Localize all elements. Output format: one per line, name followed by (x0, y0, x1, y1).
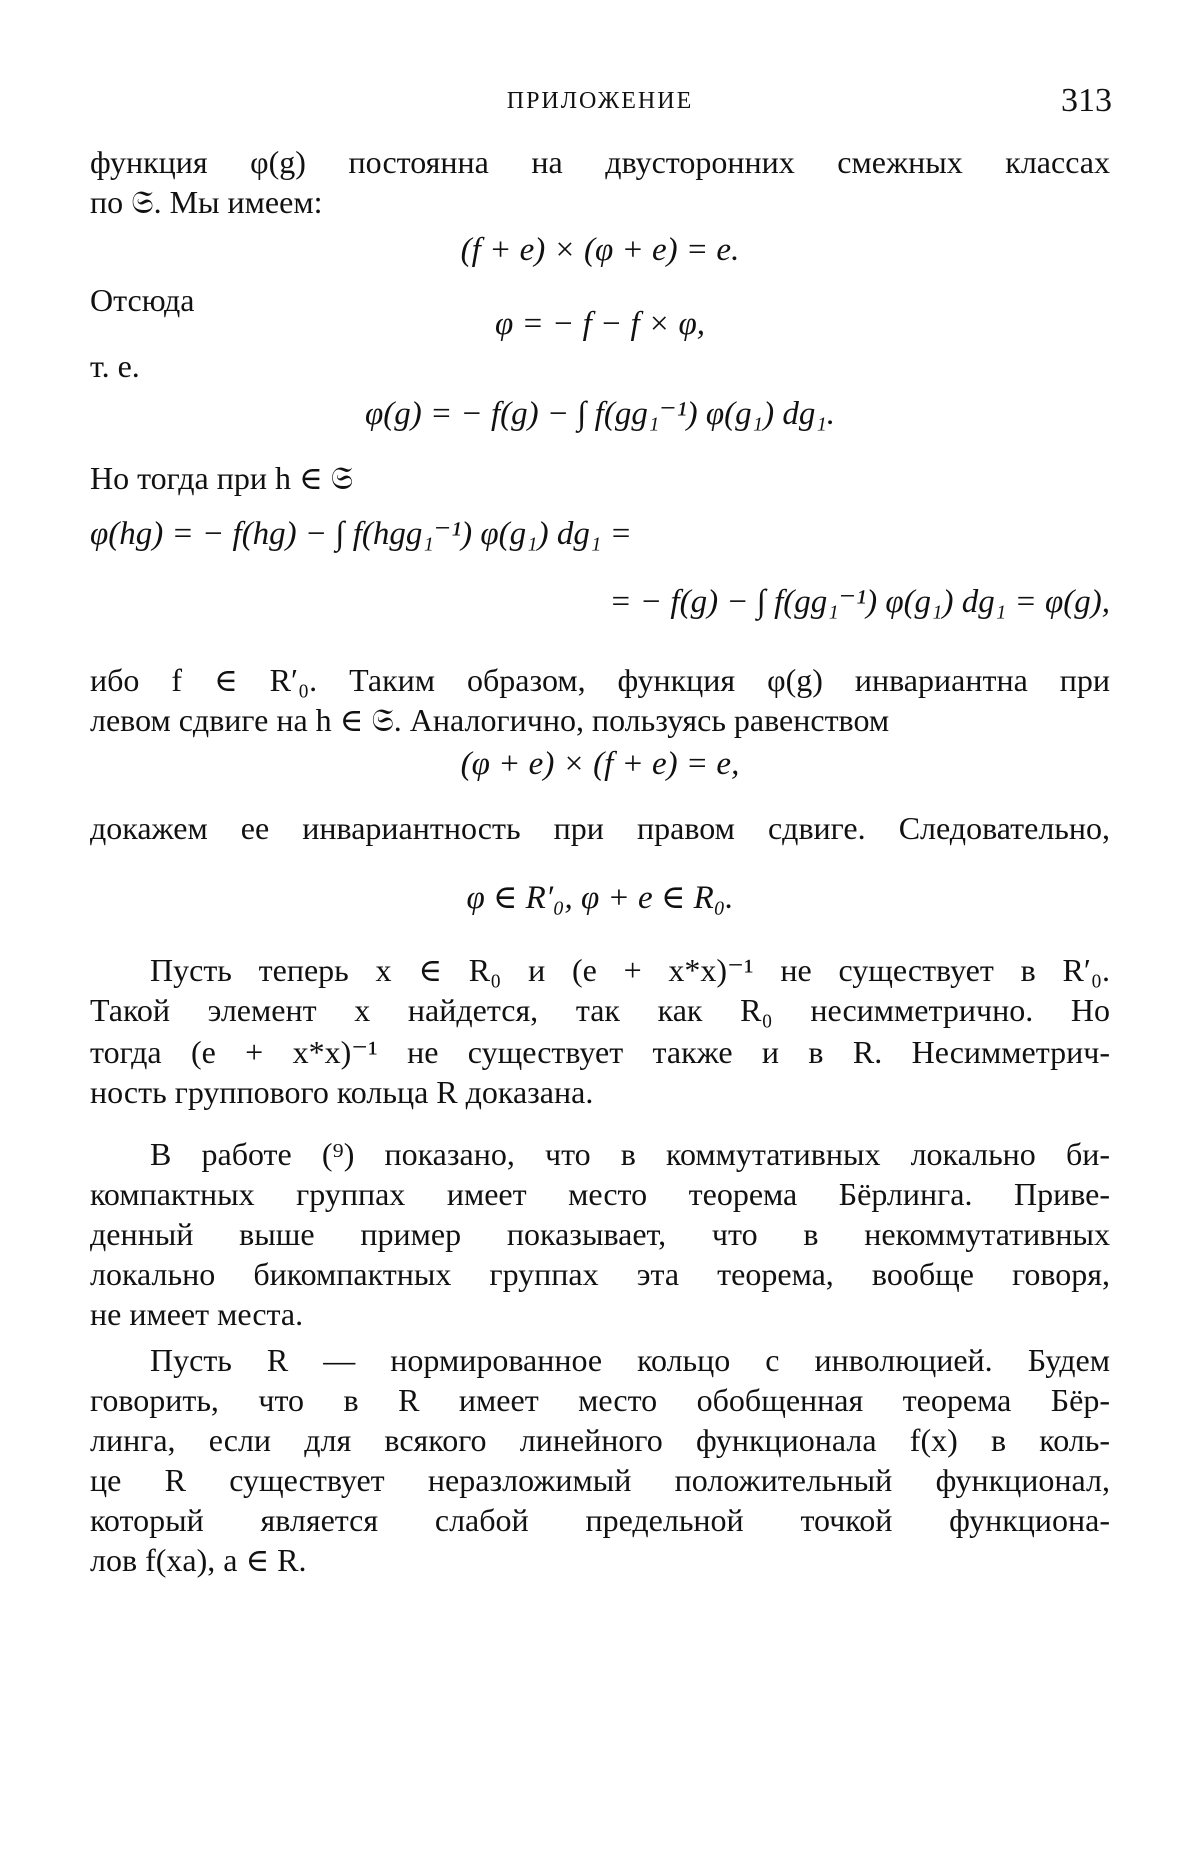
text-line: линга, если для всякого линейного функционала f(x) в коль- (90, 1422, 1110, 1458)
text-line: Пусть R — нормированное кольцо с инволюцией. Будем (150, 1342, 1110, 1378)
running-title: ПРИЛОЖЕНИЕ (506, 88, 694, 114)
text-line: Но тогда при h ∈ 𝔖 (90, 460, 354, 496)
text-line: т. е. (90, 348, 140, 384)
text-line: локально бикомпактных группах эта теорема, вообще говоря, (90, 1256, 1110, 1292)
formula: φ(hg) = − f(hg) − ∫ f(hgg₁⁻¹) φ(g₁) dg₁ = (90, 516, 632, 552)
text-line: це R существует неразложимый положительный функционал, (90, 1462, 1110, 1498)
text-line: ность группового кольца R доказана. (90, 1074, 594, 1110)
text-line: Такой элемент x найдется, так как R₀ несимметрично. Но (90, 992, 1110, 1028)
text-line: левом сдвиге на h ∈ 𝔖. Аналогично, пользуясь равенством (90, 702, 890, 738)
text-line: ибо f ∈ R′₀. Таким образом, функция φ(g) инвариантна при (90, 662, 1110, 698)
text-line: функция φ(g) постоянна на двусторонних смежных классах (90, 144, 1110, 180)
text-line: Пусть теперь x ∈ R₀ и (e + x*x)⁻¹ не существует в R′₀. (150, 952, 1110, 988)
text-line: В работе (⁹) показано, что в коммутативных локально би- (150, 1136, 1110, 1172)
formula: φ = − f − f × φ, (495, 306, 705, 342)
text-line: который является слабой предельной точкой функциона- (90, 1502, 1110, 1538)
formula: φ(g) = − f(g) − ∫ f(gg₁⁻¹) φ(g₁) dg₁. (364, 396, 836, 432)
text-line: не имеет места. (90, 1296, 304, 1332)
page-header (0, 82, 1200, 122)
text-line: говорить, что в R имеет место обобщенная теорема Бёр- (90, 1382, 1110, 1418)
text-line: Отсюда (90, 282, 195, 318)
text-line: по 𝔖. Мы имеем: (90, 184, 323, 220)
text-line: компактных группах имеет место теорема Бёрлинга. Приве- (90, 1176, 1110, 1212)
page-number: 313 (1061, 82, 1112, 119)
formula: φ ∈ R′₀, φ + e ∈ R₀. (466, 880, 734, 916)
text-line: денный выше пример показывает, что в некоммутативных (90, 1216, 1110, 1252)
formula: = − f(g) − ∫ f(gg₁⁻¹) φ(g₁) dg₁ = φ(g), (609, 584, 1110, 620)
formula: (f + e) × (φ + e) = e. (460, 232, 740, 268)
text-line: докажем ее инвариантность при правом сдвиге. Следовательно, (90, 810, 1110, 846)
formula: (φ + e) × (f + e) = e, (460, 746, 740, 782)
text-line: тогда (e + x*x)⁻¹ не существует также и в R. Несимметрич- (90, 1034, 1110, 1070)
text-line: лов f(xa), a ∈ R. (90, 1542, 307, 1578)
